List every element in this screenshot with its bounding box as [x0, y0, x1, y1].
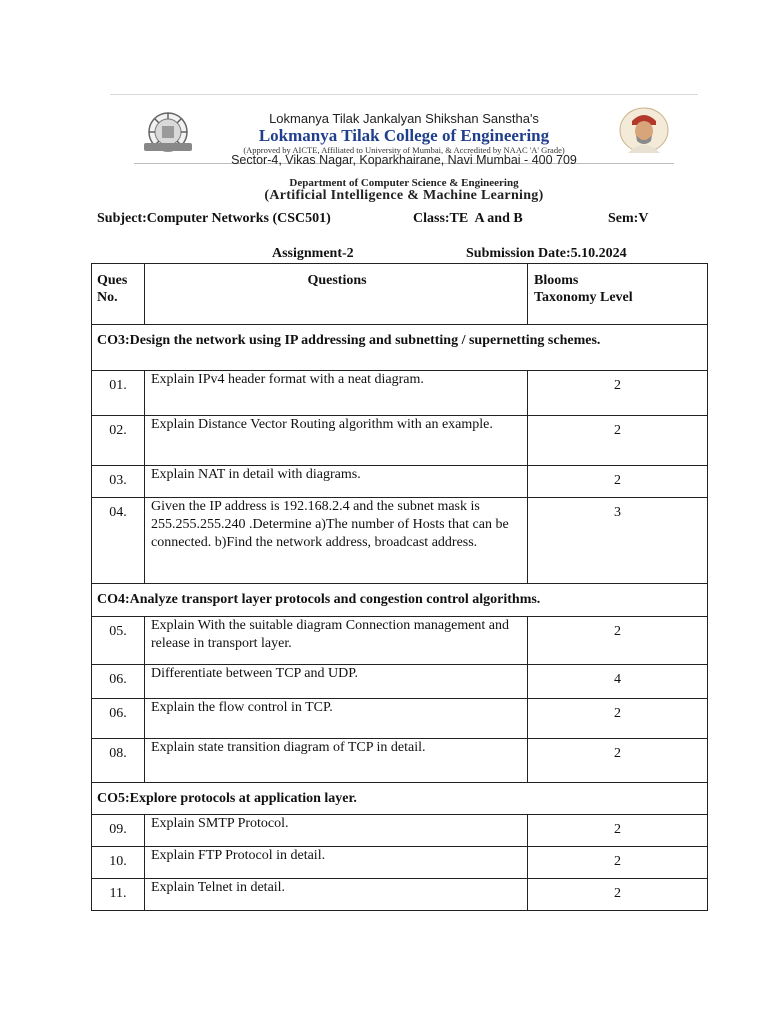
course-outcome-row	[92, 584, 708, 617]
blooms-level: 2	[528, 371, 708, 416]
assignment-title: Assignment-2	[272, 246, 354, 261]
table-row	[92, 665, 708, 699]
blooms-level: 4	[528, 665, 708, 699]
table-row	[92, 847, 708, 879]
question-text: Explain FTP Protocol in detail.	[145, 847, 528, 879]
question-number: 04.	[92, 498, 145, 584]
course-outcome-row	[92, 783, 708, 815]
question-number: 02.	[92, 416, 145, 466]
question-number: 09.	[92, 815, 145, 847]
header-blooms-level: Blooms Taxonomy Level	[528, 264, 708, 325]
question-text: Explain NAT in detail with diagrams.	[145, 466, 528, 498]
college-address: Sector-4, Vikas Nagar, Koparkhairane, Navi Mumbai - 400 709	[231, 153, 577, 167]
subject-label: Subject:Computer Networks (CSC501)	[97, 211, 331, 226]
semester-label: Sem:V	[608, 211, 649, 226]
question-number: 08.	[92, 739, 145, 783]
question-number: 06.	[92, 665, 145, 699]
question-text: Explain the flow control in TCP.	[145, 699, 528, 739]
blooms-level: 2	[528, 739, 708, 783]
table-row	[92, 699, 708, 739]
table-row	[92, 617, 708, 665]
header-questions: Questions	[145, 264, 528, 325]
table-row	[92, 371, 708, 416]
question-number: 06.	[92, 699, 145, 739]
course-outcome-co4: CO4:Analyze transport layer protocols and congestion control algorithms.	[92, 584, 708, 617]
question-text: Explain state transition diagram of TCP in detail.	[145, 739, 528, 783]
question-number: 10.	[92, 847, 145, 879]
table-row	[92, 815, 708, 847]
question-text: Explain IPv4 header format with a neat diagram.	[145, 371, 528, 416]
blooms-level: 2	[528, 416, 708, 466]
table-row	[92, 498, 708, 584]
question-text: Explain With the suitable diagram Connection management and release in transport layer.	[145, 617, 528, 665]
question-number: 11.	[92, 879, 145, 911]
questions-table	[91, 263, 708, 911]
course-outcome-row	[92, 325, 708, 371]
header-question-number: Ques No.	[92, 264, 145, 325]
table-header-row	[92, 264, 708, 325]
course-outcome-co3: CO3:Design the network using IP addressing and subnetting / supernetting schemes.	[92, 325, 708, 371]
question-text: Differentiate between TCP and UDP.	[145, 665, 528, 699]
blooms-level: 2	[528, 815, 708, 847]
question-number: 03.	[92, 466, 145, 498]
question-text: Explain Distance Vector Routing algorithm with an example.	[145, 416, 528, 466]
blooms-level: 2	[528, 466, 708, 498]
college-letterhead	[110, 94, 698, 203]
blooms-level: 2	[528, 847, 708, 879]
table-row	[92, 879, 708, 911]
question-text: Explain Telnet in detail.	[145, 879, 528, 911]
question-text: Explain SMTP Protocol.	[145, 815, 528, 847]
question-number: 01.	[92, 371, 145, 416]
trust-name: Lokmanya Tilak Jankalyan Shikshan Sanstha's	[269, 111, 539, 126]
question-text: Given the IP address is 192.168.2.4 and the subnet mask is 255.255.255.240 .Determine a)The number of Hosts that can be connected. b)Find the network address, broadcast address.	[145, 498, 528, 584]
college-name: Lokmanya Tilak College of Engineering	[258, 126, 550, 145]
table-row	[92, 739, 708, 783]
blooms-level: 2	[528, 617, 708, 665]
blooms-level: 2	[528, 699, 708, 739]
specialization-name: (Artificial Intelligence & Machine Learning)	[264, 188, 544, 203]
class-label: Class:TE A and B	[413, 211, 523, 226]
question-number: 05.	[92, 617, 145, 665]
course-outcome-co5: CO5:Explore protocols at application layer.	[92, 783, 708, 815]
blooms-level: 2	[528, 879, 708, 911]
department-name: Department of Computer Science & Engineering	[289, 177, 519, 189]
approval-text: (Approved by AICTE, Affiliated to University of Mumbai, & Accredited by NAAC 'A' Grade)	[243, 145, 565, 155]
table-row	[92, 416, 708, 466]
table-row	[92, 466, 708, 498]
submission-date: Submission Date:5.10.2024	[466, 246, 627, 261]
blooms-level: 3	[528, 498, 708, 584]
